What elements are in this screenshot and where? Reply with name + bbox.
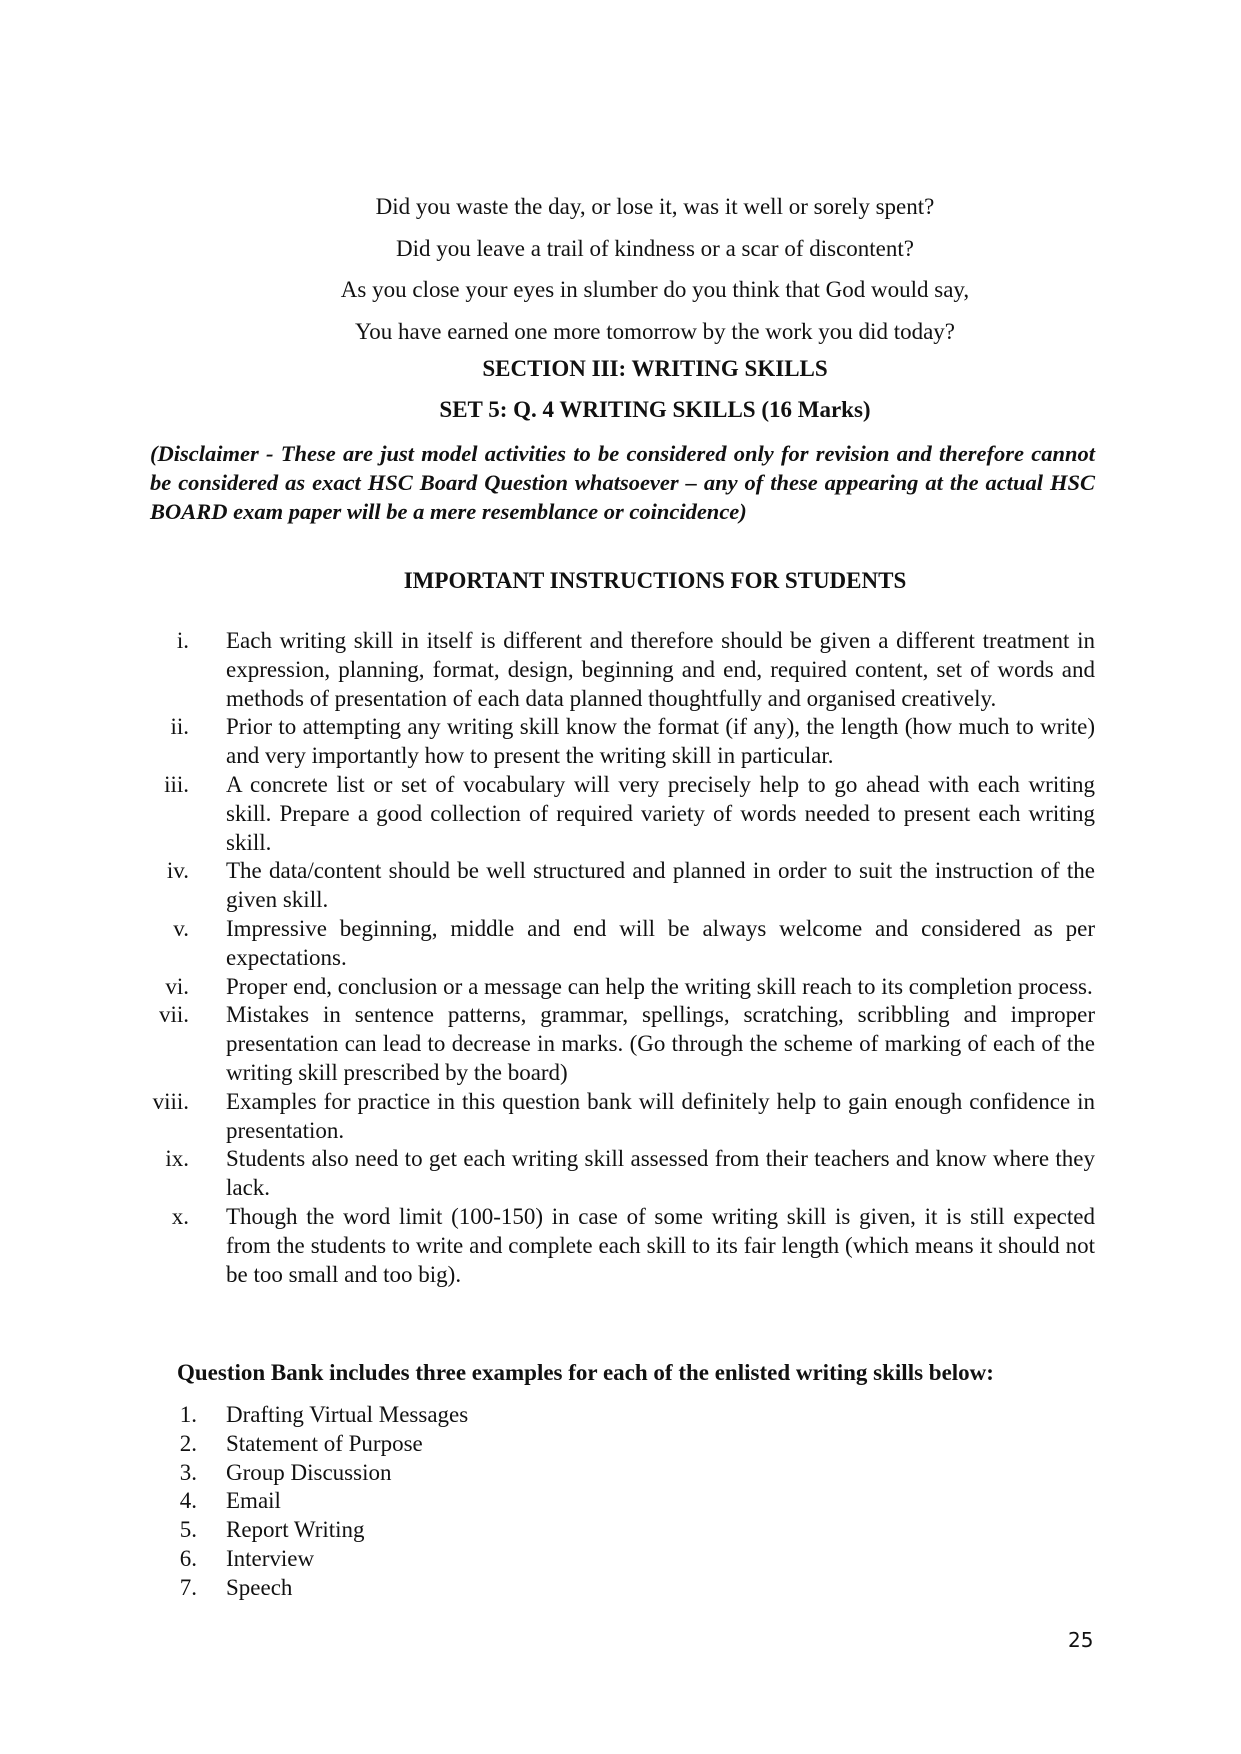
item-text: Mistakes in sentence patterns, grammar, spellings, scratching, scribbling and improper presentation can lead to decrease in marks. (Go through the scheme of marking of each of the writing skill prescribed by the board)	[226, 1002, 1095, 1085]
item-text: Though the word limit (100-150) in case of some writing skill is given, it is still expected from the students to write and complete each skill to its fair length (which means it should not be too small and too big).	[226, 1203, 1095, 1287]
item-number: x.	[171, 1203, 189, 1229]
item-text: Proper end, conclusion or a message can help the writing skill reach to its completion process.	[226, 973, 1093, 999]
item-text: Students also need to get each writing skill assessed from their teachers and know where they lack.	[226, 1146, 1095, 1201]
instruction-item	[0, 1145, 1241, 1203]
item-text: Email	[226, 1488, 281, 1514]
skill-item	[0, 1459, 600, 1488]
poem-line: Did you waste the day, or lose it, was it well or sorely spent?	[375, 194, 935, 219]
item-text: Drafting Virtual Messages	[226, 1402, 469, 1427]
item-number: vi.	[165, 973, 189, 999]
item-number: v.	[173, 915, 189, 941]
item-number: 3.	[179, 1459, 197, 1485]
skill-item	[0, 1401, 600, 1430]
item-number: vii.	[158, 1002, 189, 1028]
instruction-item	[0, 915, 1241, 973]
disclaimer-paragraph: (Disclaimer - These are just model activities to be considered only for revision and therefore cannot be considered as exact HSC Board Question whatsoever – any of these appearing at the actual HSC BOARD exam paper will be a mere resemblance or coincidence)	[150, 441, 1095, 524]
instruction-item	[0, 771, 1241, 857]
item-text: Each writing skill in itself is different and therefore should be given a different treatment in expression, planning, format, design, beginning and end, required content, set of words and methods of presentation of each data planned thoughtfully and organised creatively.	[226, 628, 1095, 711]
item-text: Report Writing	[226, 1517, 365, 1543]
item-text: Prior to attempting any writing skill know the format (if any), the length (how much to write) and very importantly how to present the writing skill in particular.	[226, 714, 1095, 769]
skill-item	[0, 1430, 600, 1459]
item-number: 7.	[179, 1574, 197, 1600]
item-text: Group Discussion	[226, 1459, 392, 1485]
instruction-item	[0, 1088, 1241, 1146]
item-number: 1.	[179, 1402, 197, 1427]
question-bank-heading: Question Bank includes three examples for each of the enlisted writing skills below:	[177, 1360, 994, 1385]
item-number: ix.	[165, 1146, 189, 1172]
item-text: The data/content should be well structured and planned in order to suit the instruction of the given skill.	[226, 858, 1095, 913]
page-number: 25	[1068, 1628, 1094, 1652]
poem-line: Did you leave a trail of kindness or a scar of discontent?	[396, 235, 914, 261]
poem-line: You have earned one more tomorrow by the work you did today?	[355, 318, 955, 344]
item-text: Statement of Purpose	[226, 1430, 423, 1456]
skill-item	[0, 1574, 600, 1603]
item-number: ii.	[170, 714, 189, 740]
instruction-item	[0, 857, 1241, 915]
instruction-item	[0, 1001, 1241, 1087]
item-text: A concrete list or set of vocabulary will very precisely help to go ahead with each writing skill. Prepare a good collection of required variety of words needed to present each writing skill.	[226, 771, 1095, 855]
poem-line: As you close your eyes in slumber do you think that God would say,	[340, 277, 970, 302]
item-text: Speech	[226, 1574, 293, 1600]
writing-skills-list	[0, 1401, 600, 1603]
section-heading: SECTION III: WRITING SKILLS	[482, 356, 828, 381]
instruction-item	[0, 1203, 1241, 1289]
item-number: 2.	[179, 1430, 197, 1456]
poem-stanza	[150, 186, 1160, 352]
item-number: 5.	[179, 1517, 197, 1543]
item-number: iv.	[166, 858, 189, 884]
instruction-item	[0, 973, 1241, 1002]
instructions-heading: IMPORTANT INSTRUCTIONS FOR STUDENTS	[403, 568, 907, 593]
item-number: iii.	[164, 771, 189, 797]
skill-item	[0, 1487, 600, 1516]
skill-item	[0, 1516, 600, 1545]
item-text: Interview	[226, 1545, 315, 1571]
item-text: Examples for practice in this question bank will definitely help to gain enough confidence in presentation.	[226, 1088, 1095, 1143]
instruction-item	[0, 627, 1241, 713]
item-text: Impressive beginning, middle and end will be always welcome and considered as per expectations.	[226, 915, 1095, 970]
item-number: 4.	[179, 1488, 197, 1514]
skill-item	[0, 1545, 600, 1574]
item-number: viii.	[152, 1088, 189, 1114]
instructions-list	[0, 627, 1241, 1289]
item-number: 6.	[179, 1545, 197, 1571]
instruction-item	[0, 713, 1241, 771]
item-number: i.	[176, 628, 189, 653]
set-heading: SET 5: Q. 4 WRITING SKILLS (16 Marks)	[439, 397, 871, 422]
